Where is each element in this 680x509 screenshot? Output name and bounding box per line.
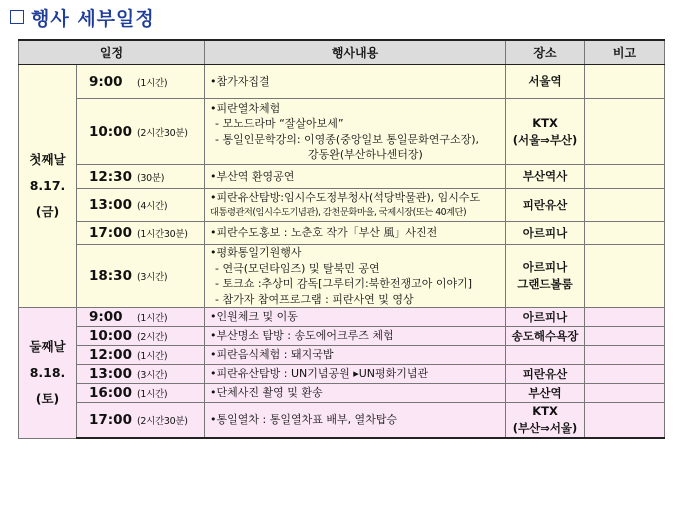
content-line: 강동완(부산하나센터장)	[308, 148, 423, 161]
note-cell	[585, 327, 665, 346]
place-line: KTX	[532, 115, 558, 130]
time-value: 17:00	[89, 412, 132, 428]
place-line: 서울역	[528, 74, 562, 88]
table-row	[19, 165, 665, 189]
content-line: - 연극(모던타임즈) 및 탈북민 공연	[215, 261, 380, 275]
header-date: 일정	[19, 40, 205, 65]
header-content: 행사내용	[205, 40, 506, 65]
time-value: 12:30	[89, 168, 132, 185]
place-cell	[506, 189, 585, 222]
content-cell	[205, 222, 506, 245]
duration: (1시간)	[137, 313, 168, 324]
content-line: •단체사진 촬영 및 환송	[210, 386, 323, 400]
place-line: 부산역	[528, 385, 562, 400]
duration: (4시간)	[137, 201, 168, 212]
time-value: 10:00	[89, 328, 132, 344]
content-cell	[205, 384, 506, 403]
duration: (30분)	[137, 172, 165, 184]
time-cell	[77, 327, 205, 346]
place-cell	[506, 403, 585, 439]
place-line: 피란유산	[522, 197, 568, 212]
page-title-text: 행사 세부일정	[31, 7, 155, 30]
content-cell	[205, 346, 506, 365]
place-cell	[506, 365, 585, 384]
time-cell	[77, 384, 205, 403]
content-cell	[205, 245, 506, 308]
content-line: •부산역 환영공연	[210, 169, 295, 183]
duration: (1시간)	[137, 77, 168, 89]
time-cell	[77, 403, 205, 439]
place-line: 아르피나	[522, 260, 568, 274]
place-line: 아르피나	[522, 309, 568, 324]
content-cell	[205, 65, 506, 99]
table-row	[19, 403, 665, 439]
place-cell	[506, 327, 585, 346]
time-cell	[77, 165, 205, 189]
table-row	[19, 365, 665, 384]
table-row	[19, 308, 665, 327]
content-cell	[205, 308, 506, 327]
table-row	[19, 384, 665, 403]
content-cell	[205, 189, 506, 222]
day-cell	[19, 308, 77, 439]
place-line: 피란유산	[522, 366, 568, 381]
schedule-table	[18, 39, 665, 439]
content-line: - 토크쇼 :추상미 감독[그루터기:북한전쟁고아 이야기]	[215, 277, 473, 290]
note-cell	[585, 308, 665, 327]
time-cell	[77, 99, 205, 165]
duration: (1시간)	[137, 389, 168, 400]
content-line: •참가자집결	[210, 74, 270, 88]
note-cell	[585, 189, 665, 222]
duration: (1시간)	[137, 351, 168, 362]
place-line: 그랜드볼룸	[517, 277, 573, 291]
checkbox-square-icon	[10, 10, 24, 24]
content-line: - 참가자 참여프로그램 : 피란사연 및 영상	[215, 292, 414, 306]
duration: (1시간30분)	[137, 229, 188, 240]
day-label: 첫째날	[29, 152, 66, 167]
table-row	[19, 222, 665, 245]
duration: (3시간)	[137, 272, 168, 283]
table-row	[19, 99, 665, 165]
content-cell	[205, 99, 506, 165]
content-line: 대통령관저(임시수도기념관), 감천문화마을, 국제시장(또는 40계단)	[210, 207, 467, 218]
place-cell	[506, 308, 585, 327]
place-line: 부산역사	[522, 169, 568, 183]
time-cell	[77, 189, 205, 222]
content-line: - 통일인문학강의: 이영종(중앙일보 통일문화연구소장),	[215, 132, 480, 146]
time-value: 12:00	[89, 347, 132, 363]
content-line: •인원체크 및 이동	[210, 310, 298, 324]
time-value: 9:00	[89, 73, 123, 90]
note-cell	[585, 384, 665, 403]
place-line: (부산⇒서울)	[512, 421, 578, 435]
day-date: 8.18.(토)	[29, 364, 66, 406]
time-value: 16:00	[89, 385, 132, 401]
note-cell	[585, 365, 665, 384]
place-line: 송도해수욕장	[511, 328, 579, 343]
note-cell	[585, 346, 665, 365]
time-value: 18:30	[89, 268, 132, 284]
header-place: 장소	[506, 40, 585, 65]
place-cell	[506, 346, 585, 365]
place-line: 아르피나	[522, 225, 568, 240]
place-cell	[506, 384, 585, 403]
content-line: •부산명소 탐방 : 송도에어크루즈 체험	[210, 329, 394, 343]
time-cell	[77, 365, 205, 384]
day-label: 둘째날	[29, 338, 66, 354]
content-line: •피란수도홍보 : 노춘호 작가「부산 風」사진전	[210, 226, 438, 240]
time-cell	[77, 346, 205, 365]
time-cell	[77, 65, 205, 99]
place-cell	[506, 165, 585, 189]
place-cell	[506, 99, 585, 165]
place-line: KTX	[532, 404, 558, 418]
duration: (2시간)	[137, 332, 168, 343]
time-value: 13:00	[89, 366, 132, 382]
time-value: 10:00	[89, 123, 132, 140]
content-line: •평화통일기원행사	[210, 246, 302, 259]
note-cell	[585, 65, 665, 99]
time-value: 13:00	[89, 197, 132, 213]
place-cell	[506, 222, 585, 245]
header-row	[19, 40, 665, 65]
content-line: •피란유산탐방:임시수도정부청사(석당박물관), 임시수도	[210, 190, 481, 204]
content-cell	[205, 327, 506, 346]
content-cell	[205, 365, 506, 384]
duration: (2시간30분)	[137, 127, 188, 139]
place-line: (서울⇒부산)	[512, 132, 578, 147]
note-cell	[585, 99, 665, 165]
day-cell	[19, 65, 77, 308]
place-cell	[506, 245, 585, 308]
table-row	[19, 327, 665, 346]
content-line: •피란음식체험 : 돼지국밥	[210, 348, 334, 362]
place-cell	[506, 65, 585, 99]
time-cell	[77, 245, 205, 308]
table-row	[19, 346, 665, 365]
duration: (3시간)	[137, 370, 168, 381]
note-cell	[585, 222, 665, 245]
table-row	[19, 189, 665, 222]
time-cell	[77, 308, 205, 327]
note-cell	[585, 403, 665, 439]
time-cell	[77, 222, 205, 245]
header-note: 비고	[585, 40, 665, 65]
content-line: •피란유산탐방 : UN기념공원 ▸UN평화기념관	[210, 367, 429, 381]
schedule-body	[19, 65, 665, 439]
table-row	[19, 65, 665, 99]
content-cell	[205, 403, 506, 439]
content-line: - 모노드라마 “잘살아보세”	[215, 117, 344, 130]
duration: (2시간30분)	[137, 416, 188, 427]
content-line: •피란열차체험	[210, 101, 281, 115]
content-cell	[205, 165, 506, 189]
content-line: •통일열차 : 통일열차표 배부, 열차탑승	[210, 413, 398, 427]
note-cell	[585, 165, 665, 189]
table-row	[19, 245, 665, 308]
note-cell	[585, 245, 665, 308]
day-date: 8.17.(금)	[29, 178, 66, 219]
time-value: 17:00	[89, 225, 132, 241]
time-value: 9:00	[89, 309, 123, 325]
page-title	[10, 4, 155, 30]
